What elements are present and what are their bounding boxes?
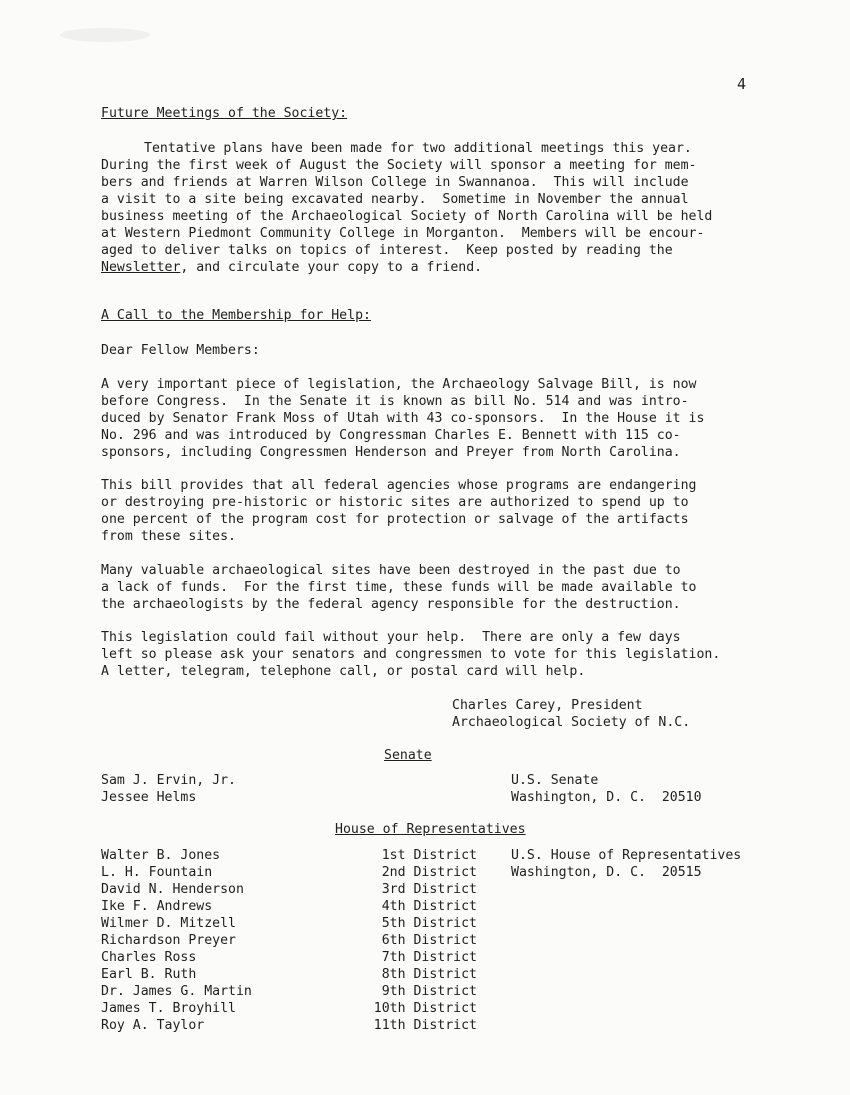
list-item: Earl B. Ruth: [101, 967, 197, 982]
salutation: [101, 342, 781, 359]
district-item: 4th District: [381, 899, 477, 914]
text-line: This legislation could fail without your help. There are only a few days: [101, 630, 681, 645]
paper-smudge: [60, 28, 150, 42]
text-line: A letter, telegram, telephone call, or postal card will help.: [101, 664, 586, 679]
text-line: one percent of the program cost for protection or salvage of the artifacts: [101, 512, 689, 527]
page-number: 4: [737, 75, 747, 93]
text-line: left so please ask your senators and congressmen to vote for this legislation.: [101, 647, 721, 662]
text-line: [101, 259, 781, 276]
address-line: Washington, D. C. 20515: [511, 865, 702, 880]
text-line: Tentative plans have been made for two additional meetings this year.: [144, 141, 692, 156]
list-item: James T. Broyhill: [101, 1001, 236, 1016]
text-line: a visit to a site being excavated nearby. Sometime in November the annual: [101, 192, 689, 207]
text-fragment: , and circulate your copy to a friend.: [180, 260, 483, 275]
district-item: 11th District: [373, 1018, 477, 1033]
list-item: Jessee Helms: [101, 790, 197, 805]
house-district-list: [362, 847, 477, 1034]
text-line: business meeting of the Archaeological Society of North Carolina will be held: [101, 209, 713, 224]
text-line: sponsors, including Congressmen Henderson and Preyer from North Carolina.: [101, 445, 681, 460]
district-item: 7th District: [381, 950, 477, 965]
signature-organization: Archaeological Society of N.C.: [452, 715, 691, 730]
signature-name: Charles Carey, President: [452, 698, 643, 713]
text-line: No. 296 and was introduced by Congressman Charles E. Bennett with 115 co-: [101, 428, 681, 443]
appeal-paragraph: [101, 629, 781, 680]
future-meetings-paragraph: [101, 140, 781, 276]
bill-provisions-paragraph: [101, 477, 781, 545]
list-item: Sam J. Ervin, Jr.: [101, 773, 236, 788]
district-item: 3rd District: [381, 882, 477, 897]
text-line: This bill provides that all federal agencies whose programs are endangering: [101, 478, 697, 493]
list-item: Richardson Preyer: [101, 933, 236, 948]
call-for-help-heading: A Call to the Membership for Help:: [101, 308, 371, 323]
text-line: before Congress. In the Senate it is known as bill No. 514 and was intro-: [101, 394, 689, 409]
list-item: Dr. James G. Martin: [101, 984, 252, 999]
text-line: bers and friends at Warren Wilson College in Swannanoa. This will include: [101, 175, 689, 190]
list-item: Wilmer D. Mitzell: [101, 916, 236, 931]
text-line: Many valuable archaeological sites have been destroyed in the past due to: [101, 563, 681, 578]
legislation-paragraph: [101, 376, 781, 461]
funds-paragraph: [101, 562, 781, 613]
senate-address: [511, 772, 702, 806]
house-address: [511, 847, 741, 881]
district-item: 2nd District: [381, 865, 477, 880]
salutation-text: Dear Fellow Members:: [101, 343, 260, 358]
address-line: Washington, D. C. 20510: [511, 790, 702, 805]
future-meetings-heading: Future Meetings of the Society:: [101, 106, 348, 121]
text-line: or destroying pre-historic or historic sites are authorized to spend up to: [101, 495, 689, 510]
list-item: L. H. Fountain: [101, 865, 213, 880]
text-line: A very important piece of legislation, the Archaeology Salvage Bill, is now: [101, 377, 697, 392]
text-line: the archaeologists by the federal agency responsible for the destruction.: [101, 597, 681, 612]
list-item: Roy A. Taylor: [101, 1018, 205, 1033]
address-line: U.S. Senate: [511, 773, 599, 788]
list-item: David N. Henderson: [101, 882, 244, 897]
text-line: aged to deliver talks on topics of interest. Keep posted by reading the: [101, 243, 673, 258]
text-line: at Western Piedmont Community College in Morganton. Members will be encour-: [101, 226, 705, 241]
house-member-list: [101, 847, 252, 1034]
text-line: from these sites.: [101, 529, 236, 544]
list-item: Charles Ross: [101, 950, 197, 965]
district-item: 1st District: [381, 848, 477, 863]
house-heading: House of Representatives: [335, 822, 526, 837]
district-item: 8th District: [381, 967, 477, 982]
district-item: 10th District: [373, 1001, 477, 1016]
senate-member-list: [101, 772, 236, 806]
list-item: Ike F. Andrews: [101, 899, 213, 914]
text-line: During the first week of August the Society will sponsor a meeting for mem-: [101, 158, 697, 173]
district-item: 9th District: [381, 984, 477, 999]
address-line: U.S. House of Representatives: [511, 848, 742, 863]
text-line: a lack of funds. For the first time, these funds will be made available to: [101, 580, 697, 595]
text-line: duced by Senator Frank Moss of Utah with 43 co-sponsors. In the House it is: [101, 411, 705, 426]
list-item: Walter B. Jones: [101, 848, 221, 863]
district-item: 6th District: [381, 933, 477, 948]
newsletter-title: Newsletter: [101, 260, 181, 275]
district-item: 5th District: [381, 916, 477, 931]
senate-heading: Senate: [384, 748, 432, 763]
